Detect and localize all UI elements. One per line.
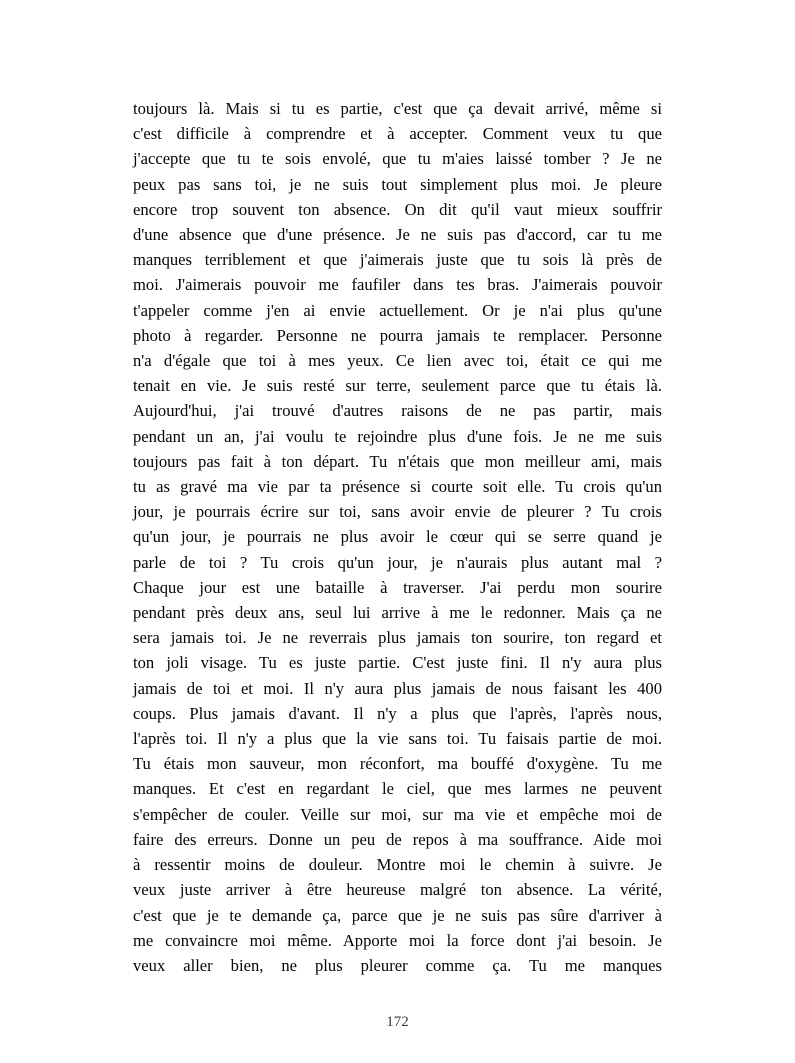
text-line: c'est que je te demande ça, parce que je ne suis pas sûre d'arriver à: [133, 905, 662, 925]
text-line: pendant un an, j'ai voulu te rejoindre plus d'une fois. Je ne me suis: [133, 426, 662, 446]
text-line: photo à regarder. Personne ne pourra jamais te remplacer. Personne: [133, 325, 662, 345]
text-line: à ressentir moins de douleur. Montre moi le chemin à suivre. Je: [133, 855, 662, 875]
text-line: sera jamais toi. Je ne reverrais plus jamais ton sourire, ton regard et: [133, 628, 662, 648]
text-line: coups. Plus jamais d'avant. Il n'y a plus que l'après, l'après nous,: [133, 703, 662, 723]
text-line: tenait en vie. Je suis resté sur terre, seulement parce que tu étais là.: [133, 376, 662, 396]
text-line: veux aller bien, ne plus pleurer comme ça. Tu me manques: [133, 955, 662, 975]
text-line: s'empêcher de couler. Veille sur moi, sur ma vie et empêche moi de: [133, 804, 662, 824]
text-line: encore trop souvent ton absence. On dit qu'il vaut mieux souffrir: [133, 199, 662, 219]
text-line: tu as gravé ma vie par ta présence si courte soit elle. Tu crois qu'un: [133, 477, 662, 497]
text-line: ton joli visage. Tu es juste partie. C'est juste fini. Il n'y aura plus: [133, 653, 662, 673]
text-line: l'après toi. Il n'y a plus que la vie sans toi. Tu faisais partie de moi.: [133, 729, 662, 749]
text-line: Tu étais mon sauveur, mon réconfort, ma bouffé d'oxygène. Tu me: [133, 754, 662, 774]
text-line: qu'un jour, je pourrais ne plus avoir le cœur qui se serre quand je: [133, 527, 662, 547]
text-line: t'appeler comme j'en ai envie actuellement. Or je n'ai plus qu'une: [133, 300, 662, 320]
text-line: Aujourd'hui, j'ai trouvé d'autres raisons de ne pas partir, mais: [133, 401, 662, 421]
text-line: jamais de toi et moi. Il n'y aura plus jamais de nous faisant les 400: [133, 678, 662, 698]
text-line: moi. J'aimerais pouvoir me faufiler dans tes bras. J'aimerais pouvoir: [133, 275, 662, 295]
text-line: faire des erreurs. Donne un peu de repos à ma souffrance. Aide moi: [133, 829, 662, 849]
text-line: me convaincre moi même. Apporte moi la force dont j'ai besoin. Je: [133, 930, 662, 950]
text-line: parle de toi ? Tu crois qu'un jour, je n'aurais plus autant mal ?: [133, 552, 662, 572]
text-line: toujours pas fait à ton départ. Tu n'étais que mon meilleur ami, mais: [133, 451, 662, 471]
text-line: d'une absence que d'une présence. Je ne suis pas d'accord, car tu me: [133, 225, 662, 245]
text-line: toujours là. Mais si tu es partie, c'est que ça devait arrivé, même si: [133, 99, 662, 118]
text-line: veux juste arriver à être heureuse malgré ton absence. La vérité,: [133, 880, 662, 900]
text-line: manques terriblement et que j'aimerais juste que tu sois là près de: [133, 250, 662, 270]
text-line: c'est difficile à comprendre et à accepter. Comment veux tu que: [133, 124, 662, 144]
text-line: peux pas sans toi, je ne suis tout simplement plus moi. Je pleure: [133, 174, 662, 194]
text-line: n'a d'égale que toi à mes yeux. Ce lien avec toi, était ce qui me: [133, 351, 662, 371]
page-number: 172: [386, 1014, 409, 1030]
text-line: jour, je pourrais écrire sur toi, sans avoir envie de pleurer ? Tu crois: [133, 502, 662, 522]
text-line: manques. Et c'est en regardant le ciel, que mes larmes ne peuvent: [133, 779, 662, 799]
text-line: Chaque jour est une bataille à traverser. J'ai perdu mon sourire: [133, 577, 662, 597]
text-line: pendant près deux ans, seul lui arrive à me le redonner. Mais ça ne: [133, 603, 662, 623]
body-text: [133, 96, 662, 978]
text-line: j'accepte que tu te sois envolé, que tu m'aies laissé tomber ? Je ne: [133, 149, 662, 169]
